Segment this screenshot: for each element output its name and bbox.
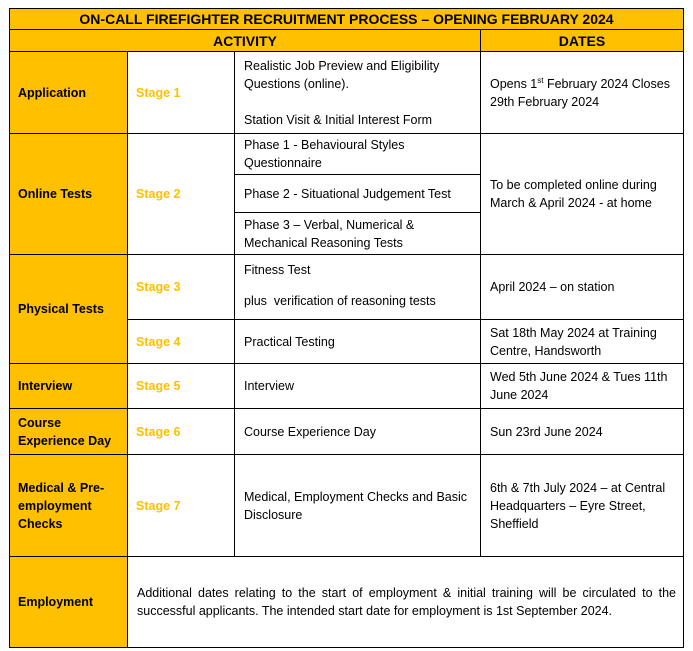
dates-cell: April 2024 – on station	[480, 254, 684, 320]
employment-note: Additional dates relating to the start of employment & initial training will be circulated to the successful applicants. The intended start date for employment is 1st September 2024.	[127, 556, 684, 648]
stage-label: Stage 6	[127, 408, 235, 455]
dates-header: DATES	[480, 29, 684, 52]
row-label-physical-tests: Physical Tests	[9, 254, 128, 364]
activity-header: ACTIVITY	[9, 29, 481, 52]
stage-label: Stage 5	[127, 363, 235, 409]
activity-text: Fitness Test	[244, 263, 311, 277]
stage-label: Stage 2	[127, 133, 235, 255]
row-label-employment: Employment	[9, 556, 128, 648]
activity-text: plus verification of reasoning tests	[244, 294, 436, 308]
dates-cell: Sat 18th May 2024 at Training Centre, Handsworth	[480, 319, 684, 364]
activity-cell: Interview	[234, 363, 481, 409]
stage-label: Stage 3	[127, 254, 235, 320]
row-label-application: Application	[9, 51, 128, 134]
activity-text: Station Visit & Initial Interest Form	[244, 113, 433, 127]
stage-label: Stage 4	[127, 319, 235, 364]
table-title: ON-CALL FIREFIGHTER RECRUITMENT PROCESS – OPENING FEBRUARY 2024	[9, 8, 684, 30]
phase-cell: Phase 1 - Behavioural Styles Questionnaire	[234, 133, 481, 175]
phase-cell: Phase 3 – Verbal, Numerical & Mechanical Reasoning Tests	[234, 212, 481, 255]
row-label-interview: Interview	[9, 363, 128, 409]
activity-cell: Practical Testing	[234, 319, 481, 364]
stage-label: Stage 1	[127, 51, 235, 134]
activity-cell	[234, 51, 481, 134]
phase-cell: Phase 2 - Situational Judgement Test	[234, 174, 481, 213]
stage-label: Stage 7	[127, 454, 235, 557]
row-label-online-tests: Online Tests	[9, 133, 128, 255]
recruitment-table	[9, 8, 684, 648]
activity-cell: Course Experience Day	[234, 408, 481, 455]
activity-cell	[234, 254, 481, 320]
row-label-medical-checks: Medical & Pre-employment Checks	[9, 454, 128, 557]
dates-cell	[480, 51, 684, 134]
activity-text: Realistic Job Preview and Eligibility Questions (online).	[244, 59, 440, 91]
activity-cell: Medical, Employment Checks and Basic Disclosure	[234, 454, 481, 557]
dates-cell: Wed 5th June 2024 & Tues 11th June 2024	[480, 363, 684, 409]
dates-cell: Sun 23rd June 2024	[480, 408, 684, 455]
dates-text: Opens 1st February 2024 Closes 29th February 2024	[490, 75, 670, 109]
dates-cell: 6th & 7th July 2024 – at Central Headquarters – Eyre Street, Sheffield	[480, 454, 684, 557]
dates-cell: To be completed online during March & April 2024 - at home	[480, 133, 684, 255]
row-label-course-experience-day: Course Experience Day	[9, 408, 128, 455]
